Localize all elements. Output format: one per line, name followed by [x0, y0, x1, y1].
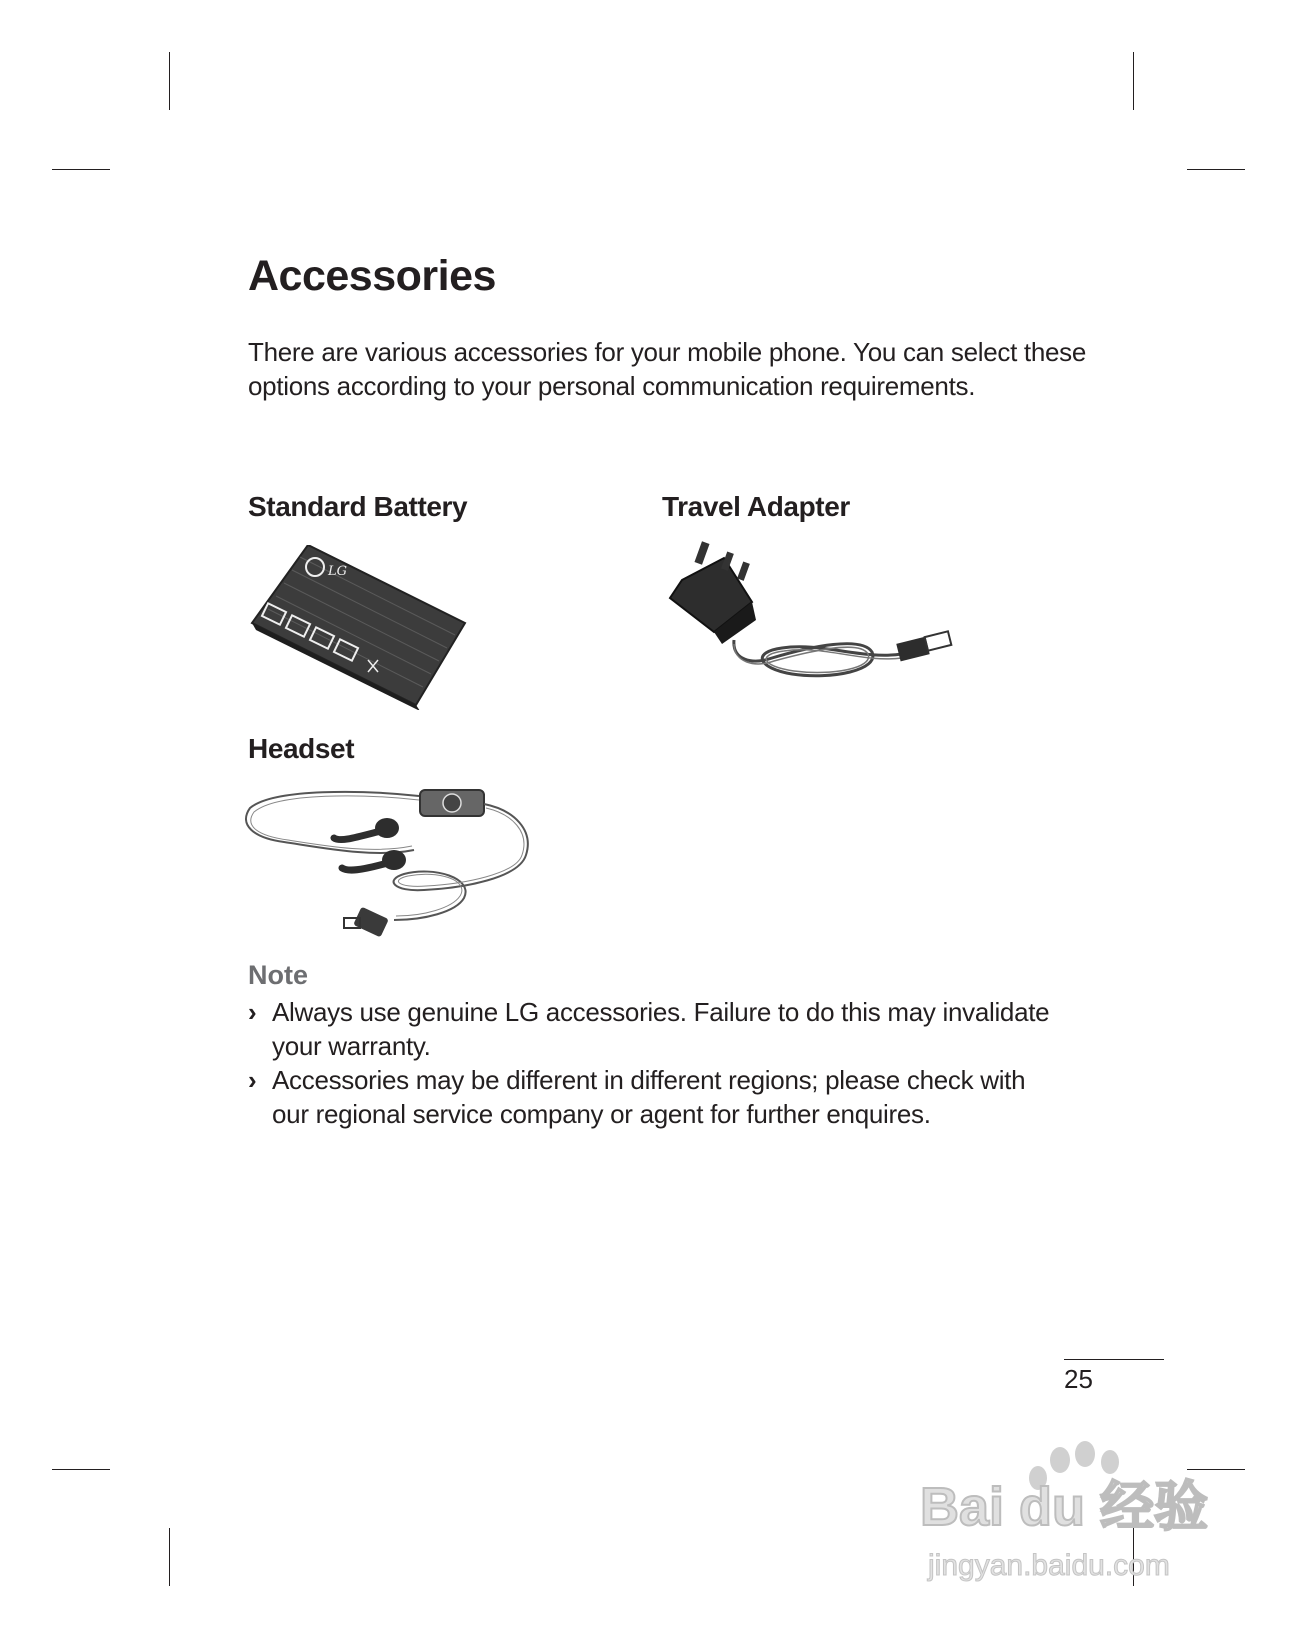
note-line: Always use genuine LG accessories. Failure to do this may invalidate	[272, 997, 1050, 1027]
list-item	[248, 1063, 1108, 1131]
note-line: our regional service company or agent for further enquires.	[272, 1099, 931, 1129]
battery-logo-text: LG	[328, 564, 348, 579]
baidu-watermark	[920, 1440, 1220, 1600]
crop-mark	[169, 52, 170, 110]
intro-paragraph	[248, 335, 1108, 403]
bullet-chevron-icon: ›	[248, 997, 257, 1027]
note-title: Note	[248, 960, 308, 990]
headset-label: Headset	[248, 733, 355, 764]
watermark-brand: Bai du 经验	[920, 1477, 1209, 1537]
page-number-rule	[1064, 1359, 1164, 1360]
note-line: your warranty.	[272, 1031, 431, 1061]
bullet-chevron-icon: ›	[248, 1065, 257, 1095]
page-number: 25	[1064, 1364, 1093, 1394]
note-list	[248, 995, 1108, 1131]
crop-mark	[1187, 169, 1245, 170]
intro-line: There are various accessories for your mobile phone. You can select these	[248, 337, 1087, 367]
battery-illustration	[250, 545, 470, 710]
headset-illustration	[244, 780, 544, 940]
crop-mark	[52, 169, 110, 170]
crop-mark	[1133, 52, 1134, 110]
watermark-url: jingyan.baidu.com	[928, 1549, 1170, 1582]
page-title: Accessories	[248, 252, 496, 300]
intro-line: options according to your personal communication requirements.	[248, 371, 976, 401]
crop-mark	[52, 1469, 110, 1470]
list-item	[248, 995, 1108, 1063]
travel-adapter-label: Travel Adapter	[662, 491, 850, 522]
crop-mark	[169, 1528, 170, 1586]
travel-adapter-illustration	[662, 540, 982, 690]
standard-battery-label: Standard Battery	[248, 491, 468, 522]
note-line: Accessories may be different in different regions; please check with	[272, 1065, 1026, 1095]
